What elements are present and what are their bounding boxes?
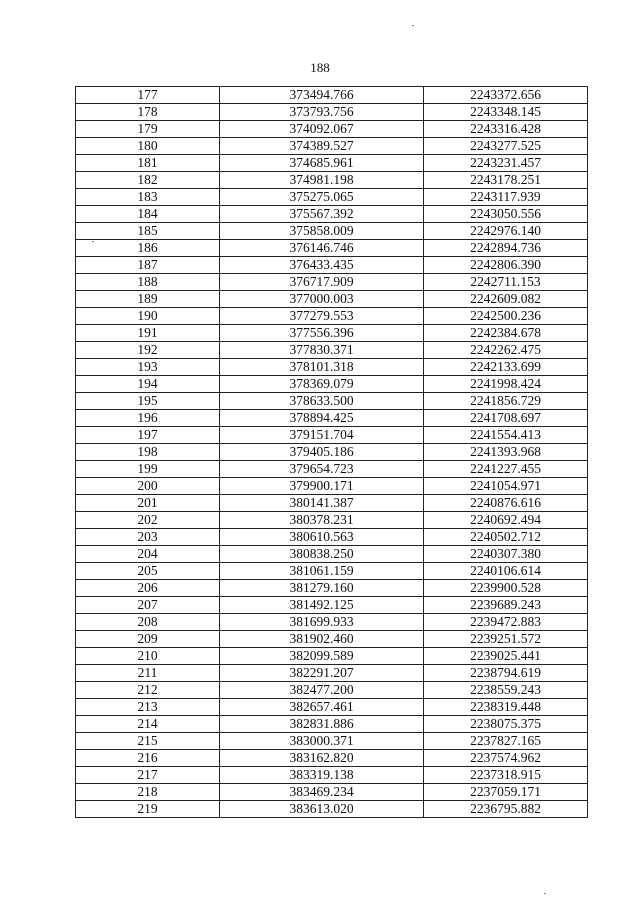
table-row bbox=[76, 682, 588, 699]
table-row bbox=[76, 223, 588, 240]
table-row bbox=[76, 172, 588, 189]
table-row bbox=[76, 529, 588, 546]
scan-speck bbox=[92, 241, 94, 242]
point-number-cell: 209 bbox=[76, 631, 220, 648]
table-row bbox=[76, 801, 588, 818]
y-coordinate-cell: 2239689.243 bbox=[424, 597, 588, 614]
table-row bbox=[76, 121, 588, 138]
y-coordinate-cell: 2242711.153 bbox=[424, 274, 588, 291]
y-coordinate-cell: 2237318.915 bbox=[424, 767, 588, 784]
point-number-cell: 218 bbox=[76, 784, 220, 801]
y-coordinate-cell: 2242384.678 bbox=[424, 325, 588, 342]
y-coordinate-cell: 2241393.968 bbox=[424, 444, 588, 461]
table-row bbox=[76, 716, 588, 733]
point-number-cell: 199 bbox=[76, 461, 220, 478]
y-coordinate-cell: 2243178.251 bbox=[424, 172, 588, 189]
point-number-cell: 192 bbox=[76, 342, 220, 359]
y-coordinate-cell: 2239025.441 bbox=[424, 648, 588, 665]
x-coordinate-cell: 381902.460 bbox=[220, 631, 424, 648]
y-coordinate-cell: 2242806.390 bbox=[424, 257, 588, 274]
table-row bbox=[76, 325, 588, 342]
x-coordinate-cell: 373793.756 bbox=[220, 104, 424, 121]
table-row bbox=[76, 546, 588, 563]
point-number-cell: 197 bbox=[76, 427, 220, 444]
y-coordinate-cell: 2242133.699 bbox=[424, 359, 588, 376]
x-coordinate-cell: 382831.886 bbox=[220, 716, 424, 733]
x-coordinate-cell: 376146.746 bbox=[220, 240, 424, 257]
y-coordinate-cell: 2240307.380 bbox=[424, 546, 588, 563]
x-coordinate-cell: 383000.371 bbox=[220, 733, 424, 750]
x-coordinate-cell: 381279.160 bbox=[220, 580, 424, 597]
point-number-cell: 189 bbox=[76, 291, 220, 308]
y-coordinate-cell: 2242609.082 bbox=[424, 291, 588, 308]
point-number-cell: 179 bbox=[76, 121, 220, 138]
table-row bbox=[76, 461, 588, 478]
point-number-cell: 204 bbox=[76, 546, 220, 563]
y-coordinate-cell: 2240502.712 bbox=[424, 529, 588, 546]
x-coordinate-cell: 377279.553 bbox=[220, 308, 424, 325]
y-coordinate-cell: 2238559.243 bbox=[424, 682, 588, 699]
point-number-cell: 191 bbox=[76, 325, 220, 342]
y-coordinate-cell: 2237059.171 bbox=[424, 784, 588, 801]
y-coordinate-cell: 2243277.525 bbox=[424, 138, 588, 155]
point-number-cell: 194 bbox=[76, 376, 220, 393]
x-coordinate-cell: 380838.250 bbox=[220, 546, 424, 563]
x-coordinate-cell: 375858.009 bbox=[220, 223, 424, 240]
point-number-cell: 185 bbox=[76, 223, 220, 240]
point-number-cell: 184 bbox=[76, 206, 220, 223]
coordinate-table-body bbox=[76, 87, 588, 818]
x-coordinate-cell: 377556.396 bbox=[220, 325, 424, 342]
y-coordinate-cell: 2242262.475 bbox=[424, 342, 588, 359]
table-row bbox=[76, 733, 588, 750]
point-number-cell: 215 bbox=[76, 733, 220, 750]
x-coordinate-cell: 375275.065 bbox=[220, 189, 424, 206]
table-row bbox=[76, 427, 588, 444]
x-coordinate-cell: 382291.207 bbox=[220, 665, 424, 682]
table-row bbox=[76, 393, 588, 410]
point-number-cell: 213 bbox=[76, 699, 220, 716]
table-row bbox=[76, 104, 588, 121]
y-coordinate-cell: 2241708.697 bbox=[424, 410, 588, 427]
point-number-cell: 210 bbox=[76, 648, 220, 665]
x-coordinate-cell: 378633.500 bbox=[220, 393, 424, 410]
x-coordinate-cell: 383613.020 bbox=[220, 801, 424, 818]
y-coordinate-cell: 2242976.140 bbox=[424, 223, 588, 240]
table-row bbox=[76, 478, 588, 495]
x-coordinate-cell: 374389.527 bbox=[220, 138, 424, 155]
x-coordinate-cell: 380610.563 bbox=[220, 529, 424, 546]
y-coordinate-cell: 2237574.962 bbox=[424, 750, 588, 767]
page-number: 188 bbox=[310, 60, 330, 75]
x-coordinate-cell: 379151.704 bbox=[220, 427, 424, 444]
x-coordinate-cell: 374092.067 bbox=[220, 121, 424, 138]
y-coordinate-cell: 2239251.572 bbox=[424, 631, 588, 648]
table-row bbox=[76, 240, 588, 257]
table-row bbox=[76, 495, 588, 512]
x-coordinate-cell: 376433.435 bbox=[220, 257, 424, 274]
y-coordinate-cell: 2243050.556 bbox=[424, 206, 588, 223]
y-coordinate-cell: 2241227.455 bbox=[424, 461, 588, 478]
x-coordinate-cell: 380141.387 bbox=[220, 495, 424, 512]
table-row bbox=[76, 767, 588, 784]
point-number-cell: 183 bbox=[76, 189, 220, 206]
point-number-cell: 217 bbox=[76, 767, 220, 784]
y-coordinate-cell: 2243316.428 bbox=[424, 121, 588, 138]
y-coordinate-cell: 2241856.729 bbox=[424, 393, 588, 410]
point-number-cell: 177 bbox=[76, 87, 220, 104]
x-coordinate-cell: 378894.425 bbox=[220, 410, 424, 427]
point-number-cell: 216 bbox=[76, 750, 220, 767]
y-coordinate-cell: 2240876.616 bbox=[424, 495, 588, 512]
table-row bbox=[76, 189, 588, 206]
x-coordinate-cell: 383469.234 bbox=[220, 784, 424, 801]
y-coordinate-cell: 2243348.145 bbox=[424, 104, 588, 121]
table-row bbox=[76, 665, 588, 682]
point-number-cell: 208 bbox=[76, 614, 220, 631]
x-coordinate-cell: 382099.589 bbox=[220, 648, 424, 665]
y-coordinate-cell: 2242894.736 bbox=[424, 240, 588, 257]
y-coordinate-cell: 2237827.165 bbox=[424, 733, 588, 750]
point-number-cell: 212 bbox=[76, 682, 220, 699]
table-row bbox=[76, 444, 588, 461]
x-coordinate-cell: 383319.138 bbox=[220, 767, 424, 784]
x-coordinate-cell: 383162.820 bbox=[220, 750, 424, 767]
point-number-cell: 195 bbox=[76, 393, 220, 410]
point-number-cell: 187 bbox=[76, 257, 220, 274]
y-coordinate-cell: 2241554.413 bbox=[424, 427, 588, 444]
x-coordinate-cell: 381061.159 bbox=[220, 563, 424, 580]
point-number-cell: 181 bbox=[76, 155, 220, 172]
x-coordinate-cell: 381492.125 bbox=[220, 597, 424, 614]
point-number-cell: 186 bbox=[76, 240, 220, 257]
x-coordinate-cell: 380378.231 bbox=[220, 512, 424, 529]
point-number-cell: 180 bbox=[76, 138, 220, 155]
x-coordinate-cell: 377830.371 bbox=[220, 342, 424, 359]
table-row bbox=[76, 648, 588, 665]
point-number-cell: 211 bbox=[76, 665, 220, 682]
point-number-cell: 207 bbox=[76, 597, 220, 614]
point-number-cell: 196 bbox=[76, 410, 220, 427]
table-row bbox=[76, 359, 588, 376]
y-coordinate-cell: 2238794.619 bbox=[424, 665, 588, 682]
y-coordinate-cell: 2240106.614 bbox=[424, 563, 588, 580]
x-coordinate-cell: 374981.198 bbox=[220, 172, 424, 189]
point-number-cell: 203 bbox=[76, 529, 220, 546]
table-row bbox=[76, 580, 588, 597]
table-row bbox=[76, 784, 588, 801]
table-row bbox=[76, 274, 588, 291]
x-coordinate-cell: 381699.933 bbox=[220, 614, 424, 631]
y-coordinate-cell: 2243117.939 bbox=[424, 189, 588, 206]
y-coordinate-cell: 2242500.236 bbox=[424, 308, 588, 325]
x-coordinate-cell: 376717.909 bbox=[220, 274, 424, 291]
table-row bbox=[76, 155, 588, 172]
table-row bbox=[76, 410, 588, 427]
y-coordinate-cell: 2238075.375 bbox=[424, 716, 588, 733]
point-number-cell: 202 bbox=[76, 512, 220, 529]
x-coordinate-cell: 375567.392 bbox=[220, 206, 424, 223]
table-row bbox=[76, 512, 588, 529]
x-coordinate-cell: 374685.961 bbox=[220, 155, 424, 172]
x-coordinate-cell: 379405.186 bbox=[220, 444, 424, 461]
table-row bbox=[76, 376, 588, 393]
table-row bbox=[76, 699, 588, 716]
point-number-cell: 219 bbox=[76, 801, 220, 818]
table-row bbox=[76, 87, 588, 104]
scan-speck bbox=[412, 25, 414, 26]
x-coordinate-cell: 373494.766 bbox=[220, 87, 424, 104]
y-coordinate-cell: 2243372.656 bbox=[424, 87, 588, 104]
point-number-cell: 178 bbox=[76, 104, 220, 121]
table-row bbox=[76, 342, 588, 359]
point-number-cell: 190 bbox=[76, 308, 220, 325]
y-coordinate-cell: 2239472.883 bbox=[424, 614, 588, 631]
table-row bbox=[76, 138, 588, 155]
table-row bbox=[76, 750, 588, 767]
table-row bbox=[76, 206, 588, 223]
coordinate-table bbox=[75, 86, 588, 818]
x-coordinate-cell: 382657.461 bbox=[220, 699, 424, 716]
y-coordinate-cell: 2243231.457 bbox=[424, 155, 588, 172]
table-row bbox=[76, 291, 588, 308]
point-number-cell: 182 bbox=[76, 172, 220, 189]
scan-speck bbox=[544, 893, 546, 894]
point-number-cell: 206 bbox=[76, 580, 220, 597]
x-coordinate-cell: 379900.171 bbox=[220, 478, 424, 495]
y-coordinate-cell: 2238319.448 bbox=[424, 699, 588, 716]
coordinate-table-container bbox=[75, 86, 587, 818]
y-coordinate-cell: 2241998.424 bbox=[424, 376, 588, 393]
point-number-cell: 214 bbox=[76, 716, 220, 733]
table-row bbox=[76, 308, 588, 325]
x-coordinate-cell: 379654.723 bbox=[220, 461, 424, 478]
x-coordinate-cell: 382477.200 bbox=[220, 682, 424, 699]
table-row bbox=[76, 631, 588, 648]
table-row bbox=[76, 597, 588, 614]
point-number-cell: 188 bbox=[76, 274, 220, 291]
point-number-cell: 201 bbox=[76, 495, 220, 512]
y-coordinate-cell: 2239900.528 bbox=[424, 580, 588, 597]
point-number-cell: 200 bbox=[76, 478, 220, 495]
table-row bbox=[76, 614, 588, 631]
y-coordinate-cell: 2240692.494 bbox=[424, 512, 588, 529]
point-number-cell: 193 bbox=[76, 359, 220, 376]
table-row bbox=[76, 257, 588, 274]
table-row bbox=[76, 563, 588, 580]
x-coordinate-cell: 377000.003 bbox=[220, 291, 424, 308]
point-number-cell: 205 bbox=[76, 563, 220, 580]
y-coordinate-cell: 2236795.882 bbox=[424, 801, 588, 818]
x-coordinate-cell: 378101.318 bbox=[220, 359, 424, 376]
point-number-cell: 198 bbox=[76, 444, 220, 461]
x-coordinate-cell: 378369.079 bbox=[220, 376, 424, 393]
y-coordinate-cell: 2241054.971 bbox=[424, 478, 588, 495]
